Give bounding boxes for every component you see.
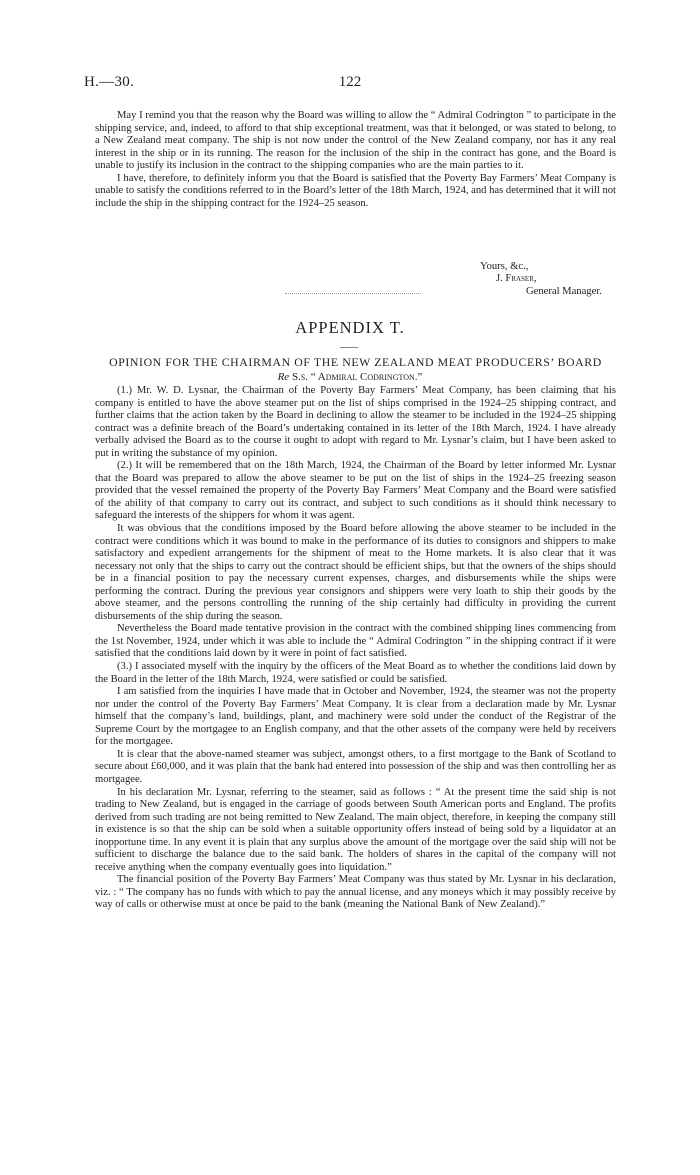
letter-paragraph: I have, therefore, to definitely inform you that the Board is satisfied that the Poverty Bay Farmers’ Meat Company is unable to satisfy the conditions referred to in the Board’s letter of the 18th March, 1924, and has determined that it will not include the ship in the shipping contract for the 1924–25 season. xyxy=(95,172,616,209)
section-divider xyxy=(285,293,421,294)
opinion-paragraph: Nevertheless the Board made tentative provision in the contract with the combined shipping lines commencing from the 1st November, 1924, under which it was able to include the “ Admiral Codrington ” in the shipping contract if it were satisfied that the conditions laid down by it were in point of fact satisfied. xyxy=(95,623,616,660)
signatory: J. Fraser, xyxy=(496,273,537,285)
page-header xyxy=(0,74,700,94)
re-prefix: Re xyxy=(277,371,290,383)
document-code: H.—30. xyxy=(84,74,135,90)
opinion-paragraph: It is clear that the above-named steamer was subject, amongst others, to a first mortgage to the Bank of Scotland to secure about £60,000, and it was plain that the bank had entered into possession of the ship and was then controlling her as mortgagee. xyxy=(95,748,616,785)
appendix-heading: OPINION FOR THE CHAIRMAN OF THE NEW ZEALAND MEAT PRODUCERS’ BOARD xyxy=(109,355,602,369)
opinion-paragraph: (2.) It will be remembered that on the 18th March, 1924, the Chairman of the Board by letter informed Mr. Lysnar that the Board was prepared to allow the above steamer to be put on the list of ships in the 1924–25 freezing season provided that the vessel remained the property of the Poverty Bay Farmers’ Meat Company and the Board were satisfied of the ability of that company to carry out its contract, and subject to such conditions as it should think necessary to safeguard the interests of the shippers for whom it was agent. xyxy=(95,460,616,522)
re-subject-line xyxy=(0,371,700,383)
re-subject: S.s. “ Admiral Codrington.” xyxy=(291,371,423,383)
opinion-paragraph: (1.) Mr. W. D. Lysnar, the Chairman of the Poverty Bay Farmers’ Meat Company, has been claiming that his company is entitled to have the above steamer put on the list of ships comprised in the 1924–25 shipping contract, and further claims that the action taken by the Board in declining to allow the steamer to be included in the 1924–25 shipping contract was a definite breach of the Board’s undertaking contained in its letter of the 18th March, 1924. I have already verbally advised the Board as to the course it ought to adopt with regard to Mr. Lysnar’s claim, but I have been asked to put in writing the substance of my opinion. xyxy=(95,385,616,459)
page-number: 122 xyxy=(338,74,362,90)
opinion-paragraph: It was obvious that the conditions imposed by the Board before allowing the above steamer to be included in the contract were conditions which it was bound to make in the performance of its duties to consignors and shippers to make satisfactory and expedient arrangements for the shipment of meat to the Home markets. It is also clear that it was necessary not only that the ships to carry out the contract should be efficient ships, but that the owners of the ships should be in a financial position to pay the necessary current expenses, charges, and disbursements while the ships were performing the contract. During the previous year consignors and shippers were very loath to ship their goods by the above steamer, and the persons controlling the running of the ship certainly had difficulty in providing the current disbursements of the ship during the season. xyxy=(95,523,616,622)
closing: Yours, &c., xyxy=(480,261,529,272)
letter-paragraph: May I remind you that the reason why the Board was willing to allow the “ Admiral Codrington ” to participate in the shipping service, and, indeed, to afford to that ship exceptional treatment, was that it belonged, or was stated to belong, to a New Zealand meat company. The ship is not now under the control of the New Zealand company, nor has it any real interest in the ship or in its running. The reason for the inclusion of the ship in the contract has gone, and the Board is unable to justify its inclusion in the contract to the shipping companies who are the main parties to it. xyxy=(95,110,616,172)
signatory-title: General Manager. xyxy=(526,285,602,297)
opinion-body xyxy=(95,385,616,912)
title-rule xyxy=(340,347,358,348)
opinion-paragraph: In his declaration Mr. Lysnar, referring to the steamer, said as follows : “ At the present time the said ship is not trading to New Zealand, but is engaged in the carriage of goods between South American ports and England. The profits derived from such trading are not being remitted to New Zealand. The main object, therefore, in keeping the company still in existence is so that the ship can be sold when a suitable opportunity offers instead of being sold by a liquidator at an inopportune time. In any event it is plain that any surplus above the amount of the mortgage over the said ship will not be sufficient to discharge the balance due to the said bank. The holders of shares in the capital of the company will not receive anything when the company eventually goes into liquidation.” xyxy=(95,786,616,873)
appendix-title: APPENDIX T. xyxy=(295,318,405,337)
opinion-paragraph: (3.) I associated myself with the inquiry by the officers of the Meat Board as to whether the conditions laid down by the Board in the letter of the 18th March, 1924, were satisfied or could be satisfied. xyxy=(95,661,616,685)
opinion-paragraph: I am satisfied from the inquiries I have made that in October and November, 1924, the steamer was not the property nor under the control of the Poverty Bay Farmers’ Meat Company. It is clear from a declaration made by Mr. Lysnar himself that the company’s land, buildings, plant, and machinery were sold under the conduct of the Registrar of the Supreme Court by the mortgagee to an English company, and that the other assets of the company were held by receivers for the mortgagee. xyxy=(95,686,616,748)
letter-body xyxy=(95,110,616,210)
letter-signoff xyxy=(480,261,602,298)
opinion-paragraph: The financial position of the Poverty Bay Farmers’ Meat Company was thus stated by Mr. Lysnar in his declaration, viz. : “ The company has no funds with which to pay the annual license, and any moneys which it may possibly receive by way of calls or otherwise must at once be paid to the bank (meaning the National Bank of New Zealand).” xyxy=(95,874,616,911)
